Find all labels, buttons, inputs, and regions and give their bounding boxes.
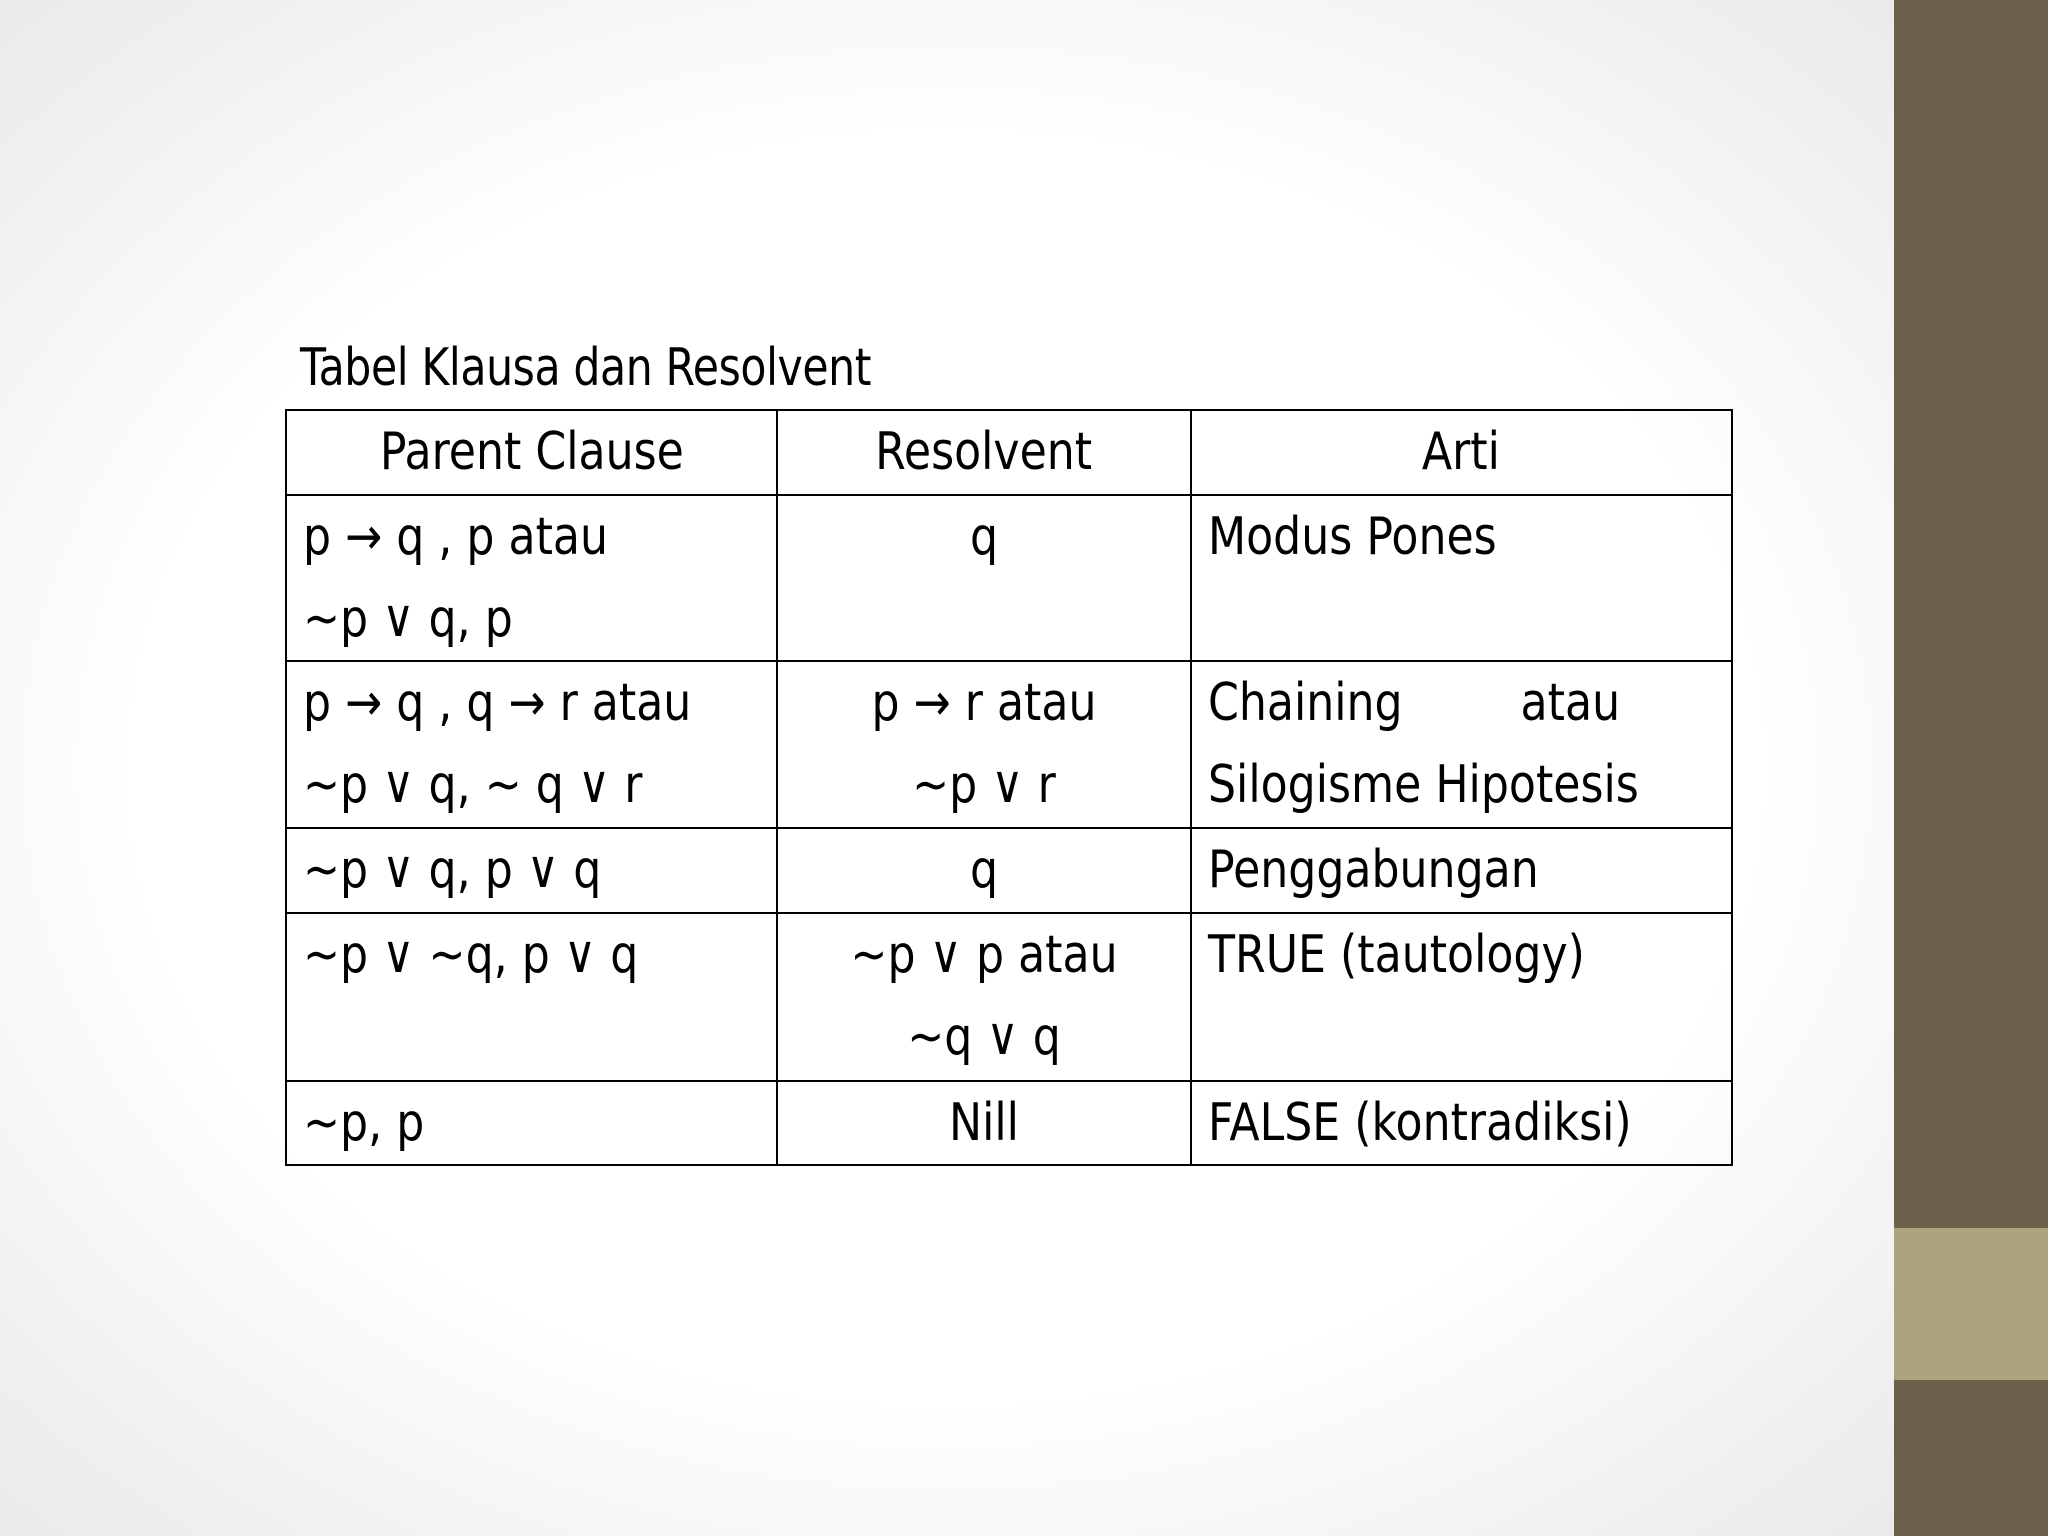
table-row — [286, 661, 1732, 828]
side-band-accent — [1894, 1228, 2048, 1380]
resolvent-cell: q — [777, 495, 1191, 661]
arti-cell: TRUE (tautology) — [1191, 913, 1732, 1081]
resolvent-cell: q — [777, 828, 1191, 913]
parent-clause-cell: p → q , q → r atau ~p ∨ q, ~ q ∨ r — [286, 661, 777, 828]
parent-clause-cell: ~p, p — [286, 1081, 777, 1165]
klausa-resolvent-table — [285, 409, 1733, 1166]
table-row — [286, 828, 1732, 913]
resolvent-cell: Nill — [777, 1081, 1191, 1165]
parent-clause-cell: ~p ∨ ~q, p ∨ q — [286, 913, 777, 1081]
parent-clause-cell: ~p ∨ q, p ∨ q — [286, 828, 777, 913]
arti-cell: Modus Pones — [1191, 495, 1732, 661]
header-parent-clause: Parent Clause — [286, 410, 777, 495]
resolvent-cell: p → r atau ~p ∨ r — [777, 661, 1191, 828]
header-resolvent: Resolvent — [777, 410, 1191, 495]
table-row — [286, 1081, 1732, 1165]
arti-cell: Penggabungan — [1191, 828, 1732, 913]
table-header-row — [286, 410, 1732, 495]
table-row — [286, 495, 1732, 661]
table-row — [286, 913, 1732, 1081]
resolvent-cell: ~p ∨ p atau ~q ∨ q — [777, 913, 1191, 1081]
table-caption: Tabel Klausa dan Resolvent — [300, 338, 872, 398]
arti-cell: FALSE (kontradiksi) — [1191, 1081, 1732, 1165]
arti-justified-line: Chaining atau — [1207, 673, 1620, 733]
arti-cell: Chaining atau Silogisme Hipotesis — [1191, 661, 1732, 828]
parent-clause-cell: p → q , p atau ~p ∨ q, p — [286, 495, 777, 661]
header-arti: Arti — [1191, 410, 1732, 495]
